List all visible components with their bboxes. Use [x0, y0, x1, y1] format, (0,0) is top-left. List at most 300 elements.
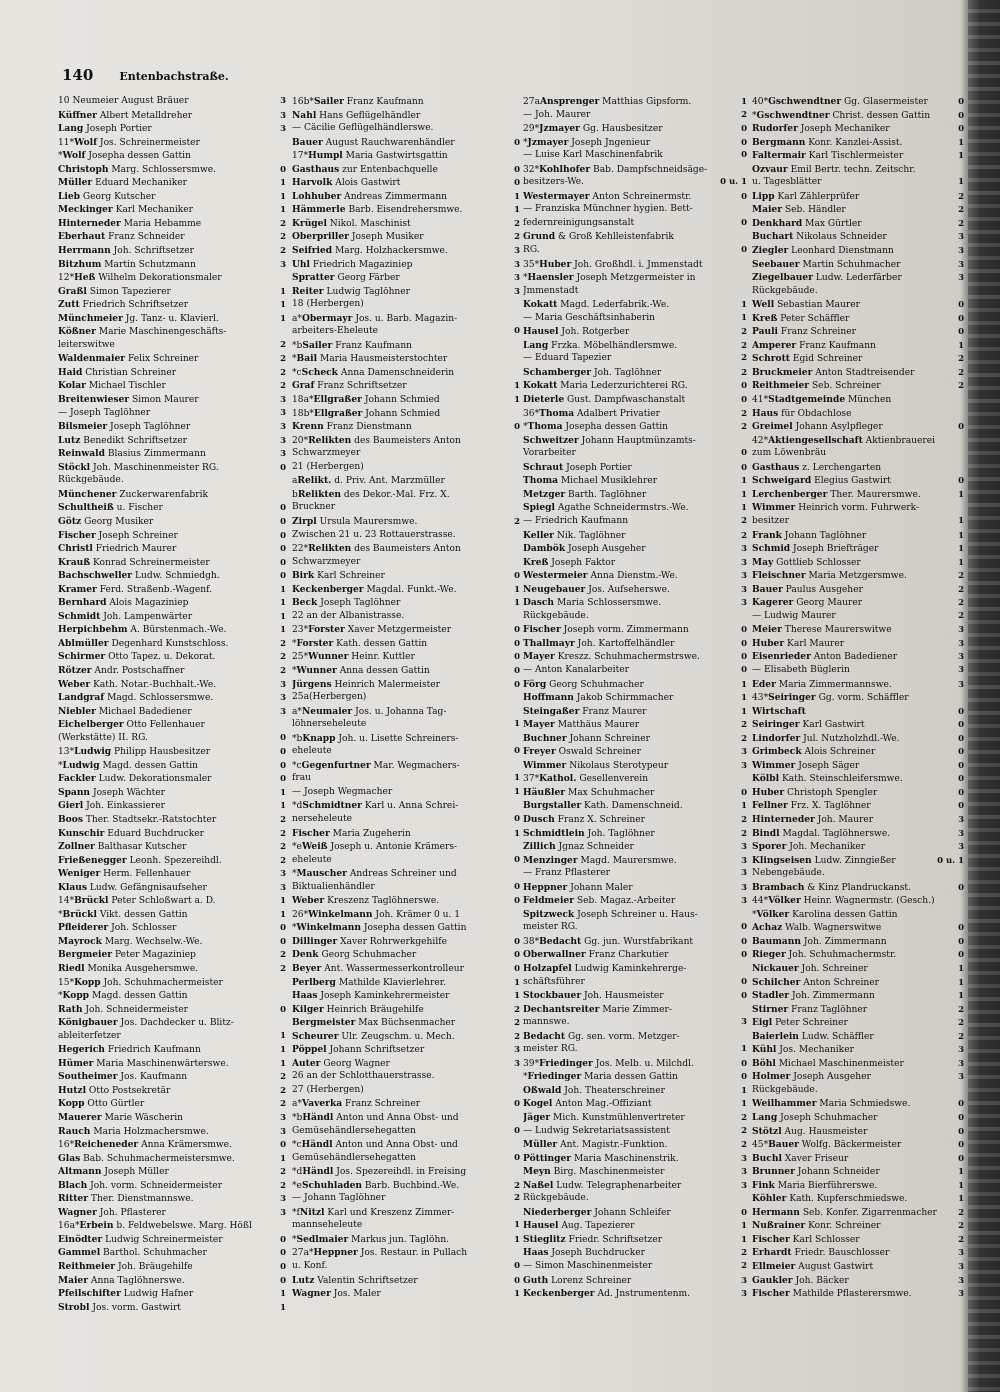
directory-entry [292, 610, 520, 624]
entry-text: Lutz Benedikt Schriftsetzer [58, 434, 188, 446]
entry-floor: 3 [741, 868, 747, 879]
entry-text: Holzapfel Ludwig Kaminkehrerge- [523, 963, 687, 974]
directory-entry [292, 664, 520, 678]
directory-entry [752, 813, 964, 827]
directory-entry [58, 393, 286, 407]
directory-entry [58, 772, 286, 786]
directory-entry [752, 163, 964, 177]
entry-text: — Friedrich Kaufmann [523, 515, 629, 526]
directory-entry [58, 95, 286, 109]
directory-entry [752, 515, 964, 529]
entry-text: *Wolf Josepha dessen Gattin [58, 150, 191, 162]
directory-entry [752, 501, 964, 515]
directory-entry [292, 298, 520, 312]
entry-floor: 3 [514, 259, 520, 270]
adjacent-page-edge [968, 0, 1000, 1392]
entry-text: u. Konf. [292, 1261, 328, 1272]
entry-floor: 3 [958, 679, 964, 690]
entry-floor: 2 [741, 340, 747, 351]
entry-text: aRelikt. d. Priv. Ant. Marzmüller [292, 475, 445, 487]
directory-entry [58, 881, 286, 895]
entry-floor: 2 [958, 584, 964, 595]
directory-entry [292, 1274, 520, 1288]
entry-text: federnreinigungsanstalt [523, 217, 635, 228]
directory-entry [58, 244, 286, 258]
directory-entry [523, 488, 747, 502]
entry-text: *bSailer Franz Kaufmann [292, 339, 413, 351]
directory-entry [523, 1274, 747, 1288]
entry-text: Denk Georg Schuhmacher [292, 949, 417, 961]
directory-entry [523, 623, 747, 637]
entry-text: Pfeilschifter Ludwig Hafner [58, 1288, 194, 1300]
entry-floor: 0 [514, 164, 520, 175]
directory-entry [523, 379, 747, 393]
entry-floor: 3 [280, 96, 286, 106]
entry-floor: 0 [741, 448, 747, 459]
entry-text: Steingaßer Franz Maurer [523, 705, 647, 717]
directory-entry [58, 163, 286, 177]
entry-floor: 0 [958, 1126, 964, 1137]
directory-entry [292, 285, 520, 299]
directory-entry [58, 501, 286, 515]
directory-entry [752, 678, 964, 692]
directory-entry [523, 569, 747, 583]
directory-entry [58, 379, 286, 393]
directory-entry [752, 1043, 964, 1057]
entry-text: 27 (Herbergen) [292, 1084, 364, 1095]
directory-entry [752, 1219, 964, 1233]
directory-entry [58, 1274, 286, 1288]
entry-text: — Luise Karl Maschinenfabrik [523, 150, 663, 161]
entry-text: Keckenberger Magdal. Funkt.-We. [292, 583, 457, 595]
entry-text: 16*Reicheneder Anna Krämersmwe. [58, 1139, 232, 1151]
entry-floor: 1 [741, 1085, 747, 1096]
directory-entry [523, 1070, 747, 1084]
entry-floor: 3 [958, 1289, 964, 1300]
directory-entry [58, 1097, 286, 1111]
directory-entry [523, 1152, 747, 1166]
entry-text: besitzer [752, 515, 789, 526]
entry-text: Jmmenstadt [523, 285, 579, 296]
entry-text: Dusch Franz X. Schreiner [523, 813, 645, 825]
entry-text: Bruckner [292, 502, 336, 513]
entry-floor: 0 [280, 1248, 286, 1259]
entry-floor: 0 [958, 1140, 964, 1151]
entry-floor: 0 [514, 936, 520, 947]
entry-floor: 2 [741, 733, 747, 744]
directory-entry [292, 867, 520, 881]
entry-floor: 0 [514, 638, 520, 649]
entry-floor: 3 [280, 435, 286, 446]
entry-floor: 3 [741, 842, 747, 853]
directory-entry [523, 1030, 747, 1044]
entry-text: 35*Huber Joh. Großhdl. i. Jmmenstadt [523, 258, 703, 270]
entry-text: 38*Bedacht Gg. jun. Wurstfabrikant [523, 935, 694, 947]
entry-text: Bedacht Gg. sen. vorm. Metzger- [523, 1030, 680, 1042]
entry-text: Klaus Ludw. Gefängnisaufseher [58, 881, 207, 893]
entry-floor: 1 [741, 300, 747, 311]
entry-floor: 0 [958, 313, 964, 324]
directory-entry [752, 569, 964, 583]
entry-text: 22 an der Albanistrasse. [292, 610, 405, 621]
entry-floor: 2 [741, 828, 747, 839]
directory-entry [523, 1287, 747, 1301]
entry-floor: 0 [958, 720, 964, 731]
entry-floor: 2 [958, 1234, 964, 1245]
entry-text: Zollner Balthasar Kutscher [58, 841, 187, 853]
directory-entry [58, 1246, 286, 1260]
entry-floor: 1 [958, 137, 964, 148]
entry-text: Nahl Hans Geflügelhändler [292, 109, 421, 121]
entry-text: Naßel Ludw. Telegraphenarbeiter [523, 1179, 682, 1191]
entry-text: — Joseph Wegmacher [292, 786, 393, 797]
directory-entry [523, 664, 747, 678]
directory-entry [58, 176, 286, 190]
directory-entry [58, 1111, 286, 1125]
directory-entry [58, 610, 286, 624]
entry-floor: 2 [958, 1207, 964, 1218]
entry-text: Lindorfer Jul. Nutzholzhdl.-We. [752, 732, 900, 744]
directory-entry [523, 854, 747, 868]
directory-entry [58, 325, 286, 339]
entry-floor: 2 [280, 665, 286, 676]
entry-floor: 1 [280, 787, 286, 798]
entry-floor: 3 [958, 814, 964, 825]
column-4 [752, 95, 964, 1365]
directory-entry [292, 136, 520, 150]
directory-entry [292, 407, 520, 421]
directory-entry [523, 271, 747, 285]
entry-text: Fischer Joseph Schreiner [58, 529, 178, 541]
entry-text: Herrmann Joh. Schriftsetzer [58, 245, 195, 257]
entry-text: Wagner Jos. Maler [292, 1288, 381, 1300]
entry-floor: 2 [741, 1140, 747, 1151]
entry-text: Eichelberger Otto Fellenhauer [58, 719, 205, 731]
entry-text: Kilger Heinrich Bräugehilfe [292, 1003, 424, 1015]
entry-floor: 0 [514, 625, 520, 636]
directory-entry [58, 813, 286, 827]
directory-entry [752, 772, 964, 786]
directory-entry [292, 962, 520, 976]
entry-text: Oßwald Joh. Theaterschreiner [523, 1084, 665, 1096]
directory-entry [523, 95, 747, 109]
entry-text: Bilsmeier Joseph Taglöhner [58, 421, 191, 433]
entry-text: *Ludwig Magd. dessen Gattin [58, 759, 199, 771]
entry-text: Förg Georg Schuhmacher [523, 678, 644, 690]
entry-text: Feldmeier Seb. Magaz.-Arbeiter [523, 895, 676, 907]
entry-text: Kößner Marie Maschinengeschäfts- [58, 326, 227, 338]
entry-floor: 3 [958, 232, 964, 243]
entry-floor: 1 [280, 286, 286, 297]
directory-entry [58, 136, 286, 150]
entry-text: eheleute [292, 746, 332, 757]
entry-text: Metzger Barth. Taglöhner [523, 488, 647, 500]
entry-text: meister RG. [523, 1044, 578, 1055]
directory-entry [292, 854, 520, 868]
entry-floor: 1 [514, 381, 520, 392]
entry-text: Rückgebäude. [752, 1084, 818, 1095]
entry-floor: 0 [958, 124, 964, 135]
entry-text: Huber Karl Maurer [752, 637, 845, 649]
entry-floor: 0 [741, 652, 747, 663]
entry-text: Bergmeier Peter Magaziniер [58, 949, 196, 961]
directory-entry [58, 1043, 286, 1057]
directory-entry [292, 1111, 520, 1125]
entry-floor: 2 [514, 232, 520, 243]
entry-floor: 0 [958, 476, 964, 487]
directory-entry [523, 732, 747, 746]
entry-text: Rückgebäude. [58, 475, 124, 486]
entry-floor: 3 [958, 259, 964, 270]
entry-text: Graßl Simon Tapezierer [58, 285, 171, 297]
directory-entry [752, 610, 964, 624]
directory-entry [58, 1070, 286, 1084]
entry-text: *Jzmayer Joseph Jngenieur [523, 136, 651, 148]
entry-text: Beck Joseph Taglöhner [292, 597, 401, 609]
entry-floor: 0 [741, 1072, 747, 1083]
entry-floor: 0 [958, 936, 964, 947]
directory-entry [523, 894, 747, 908]
entry-text: Neugebauer Jos. Aufseherswe. [523, 583, 670, 595]
entry-text: Götz Georg Musiker [58, 515, 154, 527]
entry-floor: 3 [741, 584, 747, 595]
entry-text: Krauß Konrad Schreinermeister [58, 556, 210, 568]
entry-text: Ziegelbauer Ludw. Lederfärber [752, 272, 902, 284]
entry-floor: 2 [741, 422, 747, 433]
entry-text: Kramer Ferd. Straßenb.-Wagenf. [58, 583, 213, 595]
directory-entry [292, 488, 520, 502]
directory-entry [752, 285, 964, 299]
entry-floor: 3 [958, 1248, 964, 1259]
entry-text: Bergmeister Max Büchsenmacher [292, 1017, 456, 1029]
entry-text: Haas Joseph Buchdrucker [523, 1247, 645, 1259]
directory-entry [58, 556, 286, 570]
entry-text: Heppner Johann Maler [523, 881, 633, 893]
entry-text: — Johann Taglöhner [292, 1193, 386, 1204]
directory-entry [292, 827, 520, 841]
entry-floor: 0 [280, 516, 286, 527]
entry-text: 36*Thoma Adalbert Privatier [523, 407, 661, 419]
directory-entry [58, 691, 286, 705]
entry-text: *Thoma Josepha dessen Gattin [523, 421, 668, 433]
entry-text: Meckinger Karl Mechaniker [58, 204, 194, 216]
entry-text: mannswe. [523, 1017, 570, 1028]
entry-floor: 2 [741, 1248, 747, 1259]
entry-text: Scheurer Ulr. Zeugschm. u. Mech. [292, 1030, 455, 1042]
entry-text: Buchl Xaver Friseur [752, 1152, 849, 1164]
entry-floor: 1 [514, 191, 520, 202]
directory-entry [292, 569, 520, 583]
directory-entry [292, 325, 520, 339]
entry-text: Southeimer Jos. Kaufmann [58, 1071, 188, 1083]
entry-floor: 0 [514, 665, 520, 676]
entry-text: Häußler Max Schuhmacher [523, 786, 655, 798]
directory-entry [58, 935, 286, 949]
entry-text: Kreß Peter Schäffler [752, 312, 850, 324]
directory-entry [523, 122, 747, 136]
entry-floor: 0 [514, 746, 520, 757]
entry-floor: 1 [280, 1289, 286, 1300]
entry-floor: 2 [514, 1193, 520, 1204]
directory-entry [752, 122, 964, 136]
entry-floor: 0 [958, 923, 964, 934]
entry-text: Ablmüller Degenhard Kunstschloss. [58, 637, 229, 649]
directory-entry [752, 854, 964, 868]
entry-text: Gasthaus zur Entenbachquelle [292, 163, 438, 175]
entry-floor: 0 [280, 503, 286, 514]
directory-entry [292, 258, 520, 272]
directory-entry [523, 447, 747, 461]
directory-entry [292, 109, 520, 123]
page-number: 140 [62, 66, 94, 84]
entry-text: Schilcher Anton Schreiner [752, 976, 879, 988]
entry-floor: 2 [280, 842, 286, 853]
entry-floor: 3 [958, 1045, 964, 1056]
entry-text: Rudorfer Joseph Mechaniker [752, 123, 890, 135]
entry-floor: 3 [514, 273, 520, 284]
entry-floor: 0 [958, 300, 964, 311]
entry-floor: 0 [958, 747, 964, 758]
directory-entry [292, 1165, 520, 1179]
entry-text: Bachschweller Ludw. Schmiedgh. [58, 570, 220, 582]
directory-entry [292, 976, 520, 990]
directory-entry [292, 921, 520, 935]
entry-floor: 3 [741, 1180, 747, 1191]
directory-entry [752, 434, 964, 448]
entry-text: Schmidtlein Joh. Taglöhner [523, 827, 655, 839]
entry-floor: 1 [280, 1153, 286, 1164]
directory-entry [58, 420, 286, 434]
entry-text: Münchener Zuckerwarenfabrik [58, 488, 208, 500]
directory-entry [58, 298, 286, 312]
entry-text: Bernhard Alois Magaziniер [58, 597, 189, 609]
directory-entry [292, 379, 520, 393]
entry-floor: 1 [280, 1045, 286, 1056]
entry-text: Kokatt Maria Lederzurichterei RG. [523, 380, 688, 392]
directory-entry [752, 190, 964, 204]
entry-text: Rieger Joh. Schuhmachermstr. [752, 949, 897, 961]
directory-entry [523, 1233, 747, 1247]
directory-entry [58, 1233, 286, 1247]
entry-text: Dambök Joseph Ausgeher [523, 543, 646, 555]
entry-text: *Haensler Joseph Metzgermeister in [523, 272, 696, 284]
entry-floor: 0 [514, 881, 520, 892]
entry-floor: 1 [741, 97, 747, 107]
entry-floor: 0 [958, 801, 964, 812]
entry-floor: 3 [280, 1194, 286, 1205]
directory-entry [523, 217, 747, 231]
directory-entry [58, 894, 286, 908]
directory-entry [292, 1016, 520, 1030]
entry-floor: 2 [741, 1113, 747, 1124]
directory-entry [752, 176, 964, 190]
directory-entry [523, 691, 747, 705]
entry-text: schäftsführer [523, 976, 585, 987]
directory-entry [58, 948, 286, 962]
directory-entry [523, 867, 747, 881]
entry-text: Zutt Friedrich Schriftsetzer [58, 299, 189, 311]
directory-entry [523, 244, 747, 258]
entry-floor: 2 [741, 1261, 747, 1272]
directory-entry [523, 109, 747, 123]
entry-floor: 3 [958, 664, 964, 675]
entry-floor: 1 [741, 489, 747, 500]
entry-text: Nebengebäude. [752, 868, 825, 879]
entry-text: bRelikten des Dekor.-Mal. Frz. X. [292, 488, 450, 500]
entry-floor: 3 [741, 1167, 747, 1178]
entry-text: *dHändl Jos. Spezereihdl. in Freising [292, 1166, 467, 1178]
entry-text: mannseheleute [292, 1220, 363, 1231]
entry-text: Christoph Marg. Schlossersmwe. [58, 163, 216, 175]
entry-floor: 0 [280, 732, 286, 743]
entry-text: Stöckl Joh. Maschinenmeister RG. [58, 461, 219, 473]
directory-entry [752, 95, 964, 109]
entry-text: Grund & Groß Kehlleistenfabrik [523, 231, 674, 243]
entry-floor: 0 [280, 760, 286, 771]
directory-entry [58, 745, 286, 759]
directory-entry [292, 705, 520, 719]
entry-text: Altmann Joseph Müller [58, 1166, 169, 1178]
directory-entry [752, 1057, 964, 1071]
directory-entry [752, 1260, 964, 1274]
entry-text: Mayrock Marg. Wechselw.-We. [58, 935, 203, 947]
directory-entry [752, 948, 964, 962]
entry-text: arbeiters-Eheleute [292, 326, 379, 337]
entry-text: Gemüsehändlersehegatten [292, 1125, 416, 1136]
entry-text: Zillich Jgnaz Schneider [523, 841, 634, 853]
entry-text: Bruckmeier Anton Stadtreisender [752, 366, 915, 378]
entry-text: Haus für Obdachlose [752, 407, 852, 419]
directory-entry [292, 1233, 520, 1247]
entry-floor: 1 [958, 340, 964, 351]
entry-text: Rauch Maria Holzmachersmwe. [58, 1125, 209, 1137]
entry-text: (Werkstätte) II. RG. [58, 732, 148, 743]
entry-text: Guth Lorenz Schreiner [523, 1274, 632, 1286]
directory-entry [58, 908, 286, 922]
directory-entry [752, 976, 964, 990]
directory-entry [523, 948, 747, 962]
entry-text: *cScheck Anna Damenschneiderin [292, 366, 455, 378]
entry-floor: 0 [514, 326, 520, 337]
entry-floor: 0 [958, 422, 964, 433]
directory-entry [523, 786, 747, 800]
entry-text: *Winkelmann Josepha dessen Gattin [292, 922, 467, 934]
directory-entry [292, 1138, 520, 1152]
entry-floor: 0 [958, 110, 964, 121]
directory-entry [292, 1260, 520, 1274]
entry-floor: 1 [741, 312, 747, 323]
entry-floor: 0 [280, 462, 286, 473]
entry-text: Eberhaut Franz Schneider [58, 231, 185, 243]
entry-text: Münchmeier Jg. Tanz- u. Klavierl. [58, 312, 219, 324]
entry-floor: 0 [514, 1261, 520, 1272]
directory-entry [752, 759, 964, 773]
directory-entry [58, 407, 286, 421]
entry-floor: 1 [958, 515, 964, 526]
entry-floor: 3 [280, 679, 286, 690]
directory-entry [58, 1287, 286, 1301]
entry-text: Herpichbehm A. Bürstenmach.-We. [58, 624, 227, 636]
directory-entry [523, 258, 747, 272]
entry-text: Hausel Joh. Rotgerber [523, 326, 630, 338]
entry-floor: 0 [280, 164, 286, 175]
directory-entry [523, 650, 747, 664]
directory-entry [752, 921, 964, 935]
entry-floor: 2 [741, 109, 747, 120]
entry-floor: 2 [280, 354, 286, 365]
entry-text: eheleute [292, 854, 332, 865]
directory-entry [58, 1030, 286, 1044]
